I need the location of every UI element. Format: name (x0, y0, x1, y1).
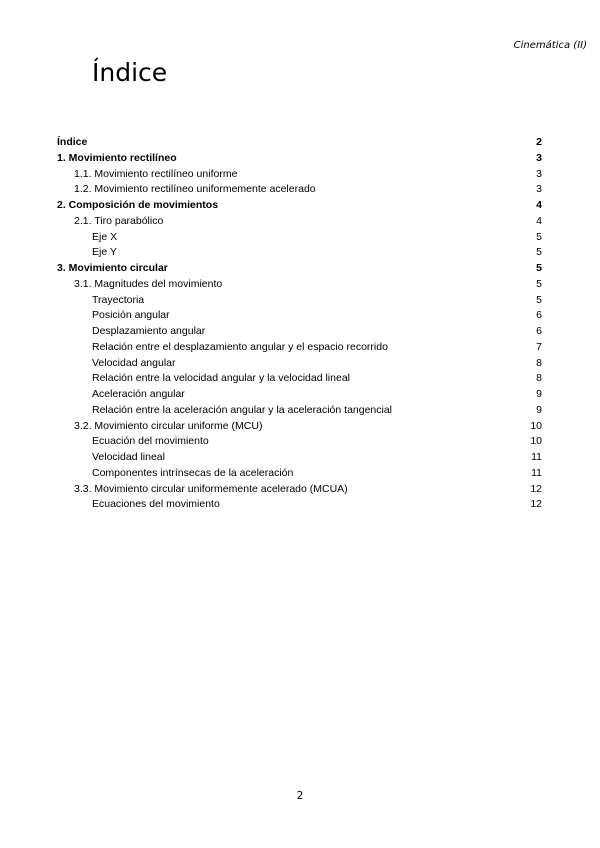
toc-entry-page: 2 (536, 136, 542, 148)
toc-entry[interactable] (57, 419, 542, 435)
toc-entry-title: 1. Movimiento rectilíneo (57, 151, 177, 164)
toc-entry-title: 1.2. Movimiento rectilíneo uniformemente acelerado (74, 183, 316, 196)
toc-entry-page: 6 (536, 325, 542, 337)
toc-entry-page: 7 (536, 340, 542, 353)
toc-entry-title: 1.1. Movimiento rectilíneo uniforme (74, 167, 238, 180)
toc-entry[interactable] (57, 387, 542, 403)
toc-entry[interactable] (57, 135, 542, 151)
toc-entry-page: 9 (536, 388, 542, 400)
toc-entry[interactable] (57, 356, 542, 372)
toc-entry[interactable] (57, 293, 542, 309)
toc-entry-title: Aceleración angular (92, 388, 185, 400)
toc-entry[interactable] (57, 450, 542, 466)
toc-entry-title: Posición angular (92, 309, 170, 322)
table-of-contents (57, 135, 542, 513)
toc-entry[interactable] (57, 308, 542, 324)
page-title: Índice (92, 58, 168, 87)
toc-entry-title: Velocidad angular (92, 356, 176, 369)
toc-entry[interactable] (57, 198, 542, 214)
toc-entry-page: 3 (536, 167, 542, 180)
toc-entry-page: 12 (530, 498, 542, 511)
toc-entry-title: Eje X (92, 230, 118, 243)
toc-entry[interactable] (57, 182, 542, 198)
toc-entry-title: Relación entre la aceleración angular y la aceleración tangencial (92, 403, 393, 416)
toc-entry-title: 3.1. Magnitudes del movimiento (74, 277, 223, 290)
toc-entry[interactable] (57, 482, 542, 498)
toc-entry[interactable] (57, 261, 542, 277)
toc-entry-page: 4 (536, 199, 542, 211)
toc-entry[interactable] (57, 434, 542, 450)
toc-entry[interactable] (57, 151, 542, 167)
toc-entry[interactable] (57, 340, 542, 356)
toc-entry-title: Componentes intrínsecas de la aceleración (92, 466, 294, 479)
toc-entry-page: 8 (536, 372, 542, 385)
toc-entry[interactable] (57, 245, 542, 261)
toc-entry[interactable] (57, 167, 542, 183)
toc-entry-page: 11 (531, 466, 542, 479)
running-header: Cinemática (II) (513, 40, 587, 51)
toc-entry-page: 10 (530, 419, 542, 432)
toc-entry-page: 4 (536, 214, 542, 227)
toc-entry[interactable] (57, 277, 542, 293)
toc-entry-page: 6 (536, 309, 542, 322)
toc-entry-title: Ecuación del movimiento (92, 435, 209, 448)
toc-entry-title: Trayectoria (92, 293, 145, 306)
toc-entry[interactable] (57, 403, 542, 419)
toc-entry-title: Índice (57, 136, 88, 148)
toc-entry-page: 12 (530, 482, 542, 495)
toc-entry-title: Ecuaciones del movimiento (92, 498, 220, 511)
toc-entry[interactable] (57, 230, 542, 246)
toc-entry-title: 3.3. Movimiento circular uniformemente acelerado (MCUA) (74, 482, 348, 495)
toc-entry[interactable] (57, 324, 542, 340)
toc-entry-title: Eje Y (92, 246, 117, 259)
toc-entry-title: 3.2. Movimiento circular uniforme (MCU) (74, 419, 263, 432)
toc-entry-title: Relación entre la velocidad angular y la velocidad lineal (92, 372, 350, 385)
toc-entry-title: Relación entre el desplazamiento angular y el espacio recorrido (92, 340, 388, 353)
toc-entry-title: Desplazamiento angular (92, 325, 206, 337)
toc-entry-page: 5 (536, 293, 542, 306)
toc-entry-page: 3 (536, 183, 542, 196)
toc-entry-page: 5 (536, 230, 542, 243)
toc-entry-page: 5 (536, 277, 542, 290)
toc-entry[interactable] (57, 497, 542, 513)
toc-entry-title: 2.1. Tiro parabólico (74, 214, 164, 227)
toc-entry-page: 9 (536, 403, 542, 416)
toc-entry[interactable] (57, 214, 542, 230)
toc-entry[interactable] (57, 371, 542, 387)
toc-entry-title: 2. Composición de movimientos (57, 199, 219, 211)
toc-entry-page: 5 (536, 246, 542, 259)
toc-entry[interactable] (57, 466, 542, 482)
toc-entry-page: 3 (536, 151, 542, 164)
toc-entry-page: 5 (536, 262, 542, 274)
toc-entry-page: 8 (536, 356, 542, 369)
toc-entry-title: Velocidad lineal (92, 451, 165, 463)
toc-entry-page: 10 (530, 435, 542, 448)
toc-entry-page: 11 (531, 451, 542, 463)
page-number: 2 (296, 790, 304, 802)
toc-entry-title: 3. Movimiento circular (57, 262, 168, 274)
